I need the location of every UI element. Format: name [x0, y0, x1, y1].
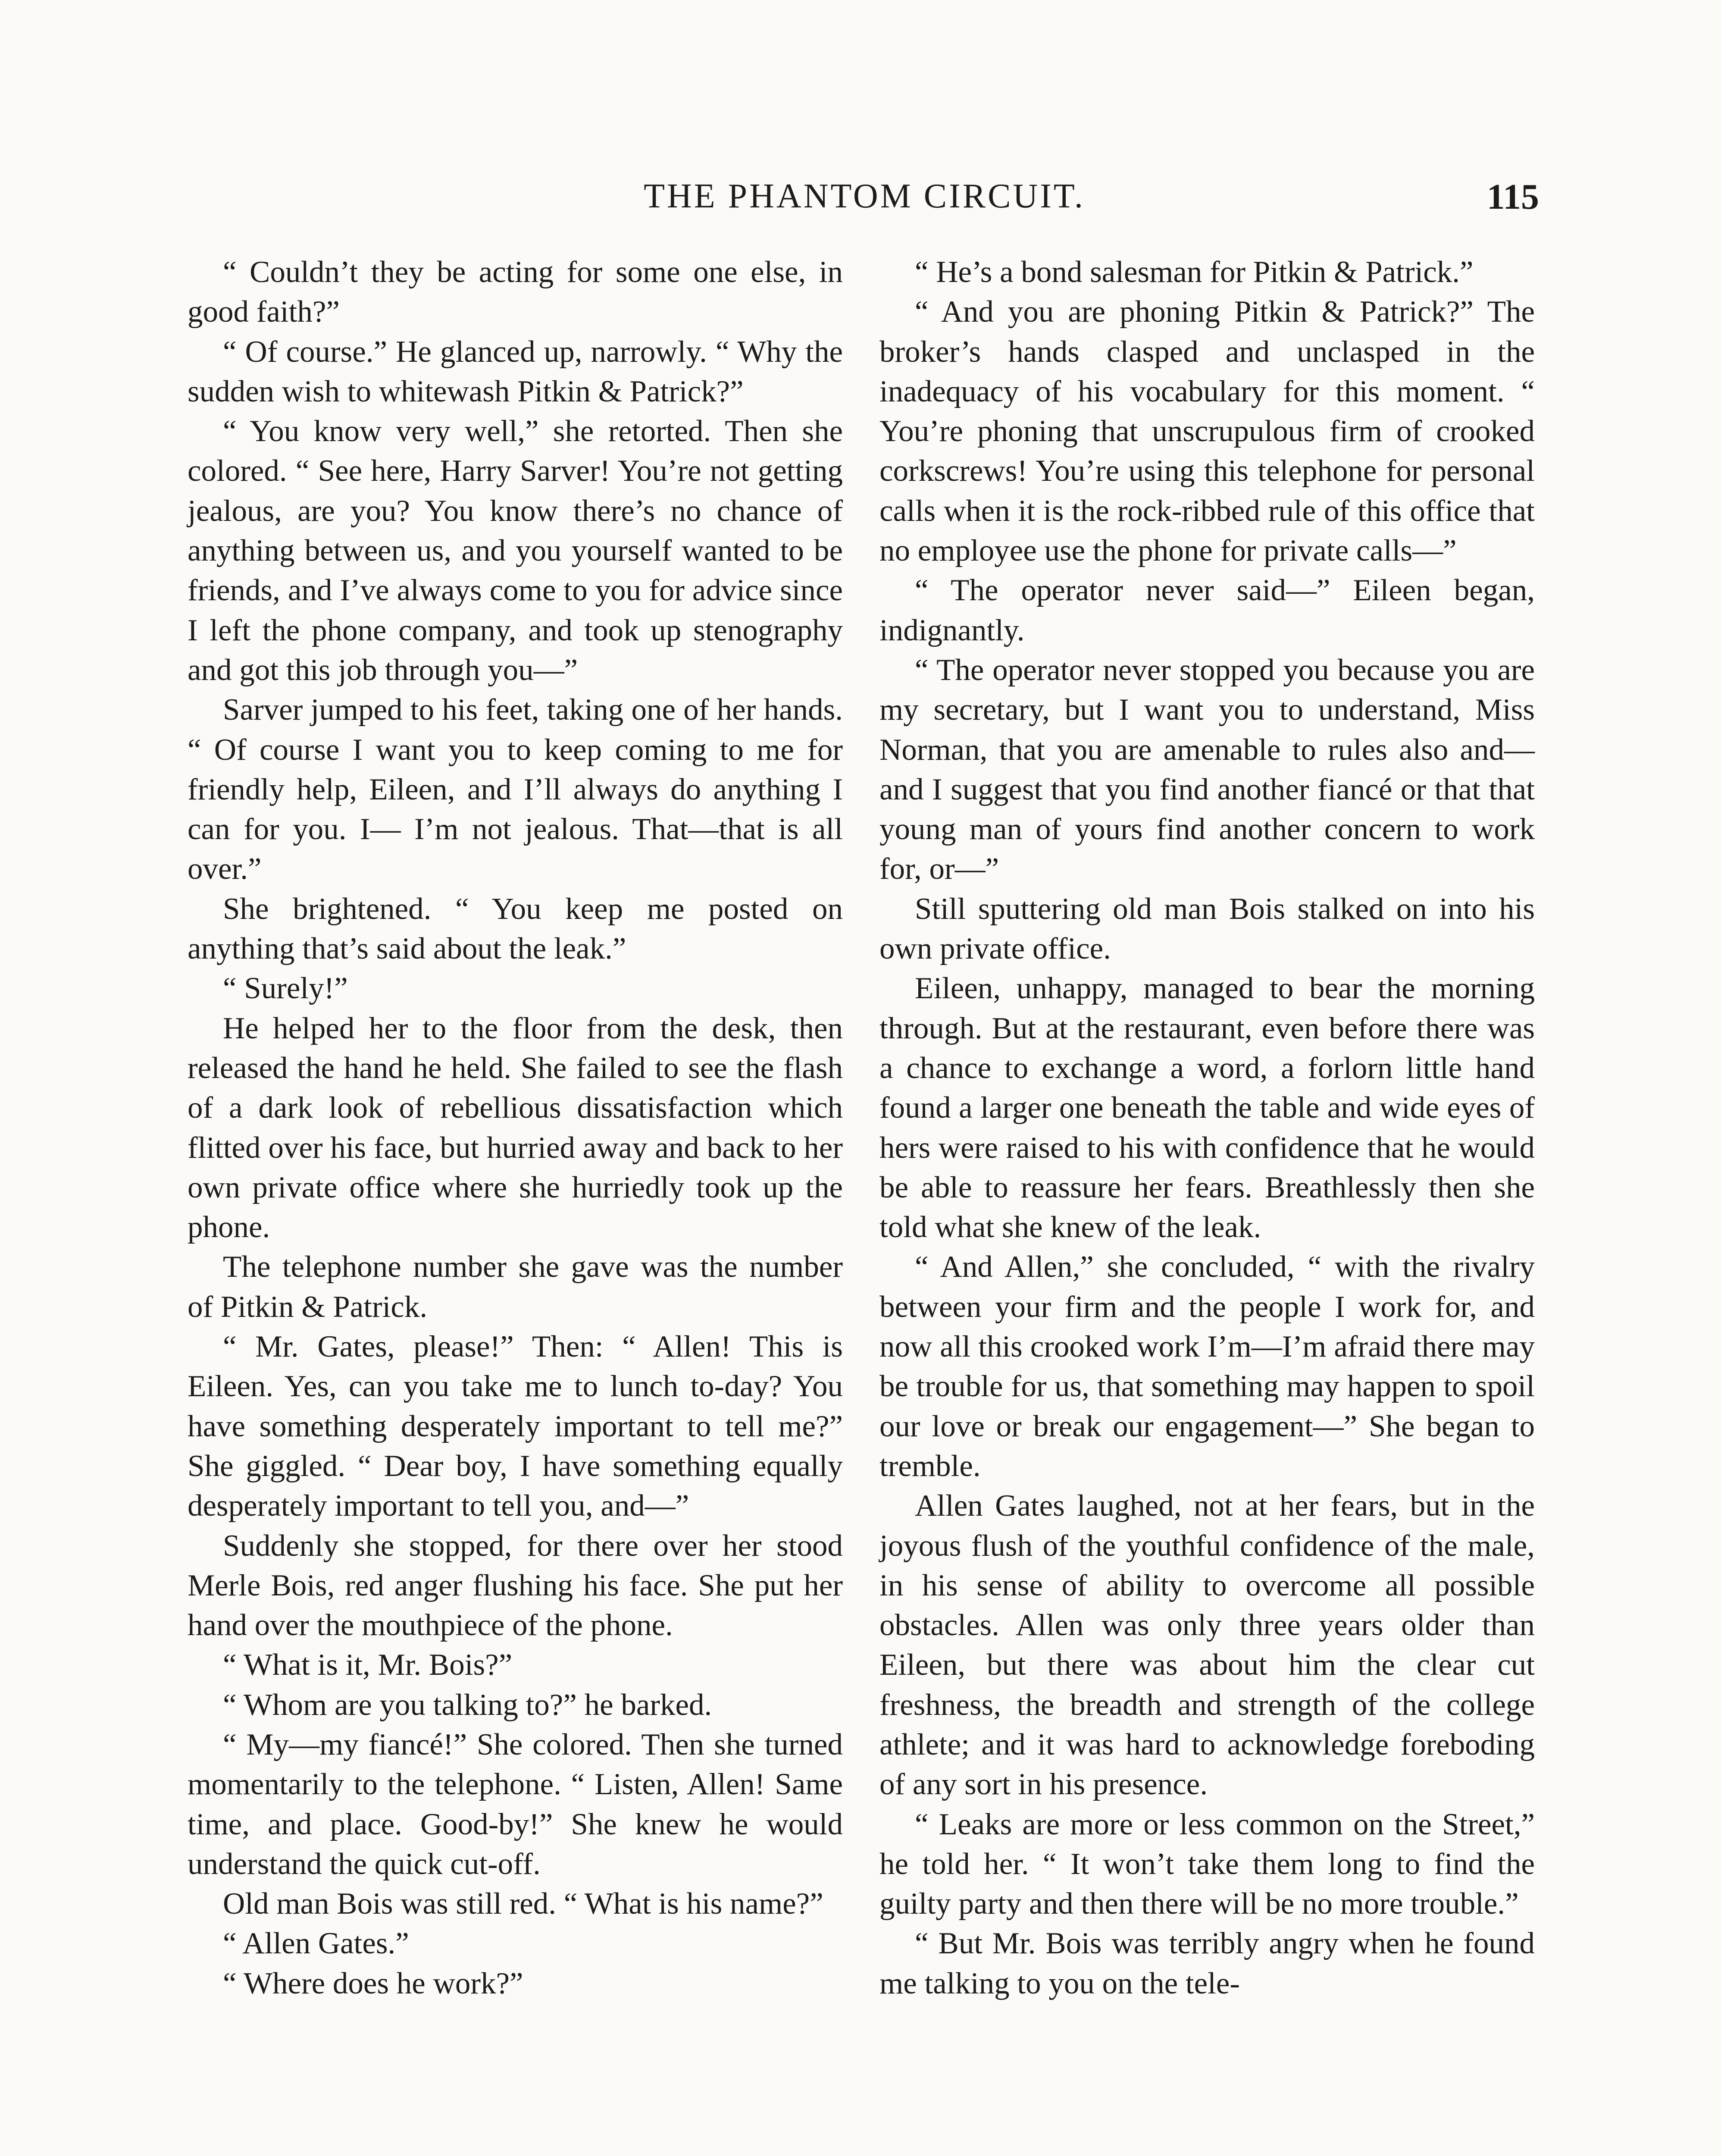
- paragraph: Suddenly she stopped, for there over her stood Merle Bois, red anger flushing his face. She put her hand over the mouthpiece of the phone.: [188, 1529, 843, 1642]
- paragraph: “ Whom are you talking to?” he barked.: [223, 1688, 712, 1722]
- running-title: THE PHANTOM CIRCUIT.: [644, 177, 1085, 215]
- paragraph: “ You know very well,” she retorted. Then she colored. “ See here, Harry Sarver! You’re not getting jealous, are you? You know there’s no chance of anything between us, and you yourself wanted to be friends, and I’ve always come to you for advice since I left the phone company, and took up stenography and got this job through you—”: [188, 414, 843, 687]
- paragraph: “ The operator never stopped you because you are my secretary, but I want you to understand, Miss Norman, that you are amenable to rules also and—and I suggest that you find another fiancé or that that young man of yours find another concern to work for, or—”: [879, 653, 1535, 886]
- paragraph: Sarver jumped to his feet, taking one of her hands. “ Of course I want you to keep coming to me for friendly help, Eileen, and I’ll always do anything I can for you. I— I’m not jealous. That—that is all over.”: [188, 693, 843, 886]
- paragraph: Still sputtering old man Bois stalked on into his own private office.: [879, 892, 1535, 966]
- paragraph: The telephone number she gave was the number of Pitkin & Patrick.: [188, 1250, 843, 1324]
- paragraph: He helped her to the floor from the desk, then released the hand he held. She failed to see the flash of a dark look of rebellious dissatisfaction which flitted over his face, but hurried away and back to her own private office where she hurriedly took up the phone.: [188, 1011, 843, 1244]
- paragraph: “ Leaks are more or less common on the Street,” he told her. “ It won’t take them long to find the guilty party and then there will be no more trouble.”: [879, 1807, 1535, 1921]
- paragraph: “ What is it, Mr. Bois?”: [223, 1648, 513, 1682]
- paragraph: “ The operator never said—” Eileen began, indignantly.: [879, 573, 1535, 647]
- paragraph: “ Of course.” He glanced up, narrowly. “ Why the sudden wish to whitewash Pitkin & Patrick?”: [188, 335, 843, 408]
- page-number: 115: [1486, 177, 1539, 217]
- paragraph: She brightened. “ You keep me posted on anything that’s said about the leak.”: [188, 892, 843, 966]
- paragraph: “ And you are phoning Pitkin & Patrick?” The broker’s hands clasped and unclasped in the inadequacy of his vocabulary for this moment. “ You’re phoning that unscrupulous firm of crooked corkscrews! You’re using this telephone for personal calls when it is the rock-ribbed rule of this office that no employee use the phone for private calls—”: [879, 295, 1535, 568]
- paragraph: Old man Bois was still red. “ What is his name?”: [223, 1887, 823, 1921]
- right-column: [879, 252, 1535, 2003]
- paragraph: “ Mr. Gates, please!” Then: “ Allen! This is Eileen. Yes, can you take me to lunch to-day? You have something desperately important to tell me?” She giggled. “ Dear boy, I have something equally desperately important to tell you, and—”: [188, 1330, 843, 1523]
- paragraph: “ Surely!”: [223, 971, 348, 1006]
- paragraph: “ He’s a bond salesman for Pitkin & Patrick.”: [915, 255, 1474, 289]
- paragraph: “ Allen Gates.”: [223, 1927, 409, 1961]
- page-header: [190, 168, 1539, 233]
- paragraph: “ Couldn’t they be acting for some one else, in good faith?”: [188, 255, 843, 329]
- paragraph: “ And Allen,” she concluded, “ with the rivalry between your firm and the people I work for, and now all this crooked work I’m—I’m afraid there may be trouble for us, that something may happen to spoil our love or break our engagement—” She began to tremble.: [879, 1250, 1535, 1483]
- paragraph: Eileen, unhappy, managed to bear the morning through. But at the restaurant, even before there was a chance to exchange a word, a forlorn little hand found a larger one beneath the table and wide eyes of hers were raised to his with confidence that he would be able to reassure her fears. Breathlessly then she told what she knew of the leak.: [879, 971, 1535, 1244]
- left-column: [188, 252, 843, 2003]
- paragraph: “ My—my fiancé!” She colored. Then she turned momentarily to the telephone. “ Listen, Allen! Same time, and place. Good-by!” She knew he would understand the quick cut-off.: [188, 1727, 843, 1881]
- paragraph: “ Where does he work?”: [223, 1966, 523, 2000]
- paragraph: “ But Mr. Bois was terribly angry when he found me talking to you on the tele-: [879, 1927, 1535, 2000]
- paragraph: Allen Gates laughed, not at her fears, but in the joyous flush of the youthful confidence of the male, in his sense of ability to overcome all possible obstacles. Allen was only three years older than Eileen, but there was about him the clear cut freshness, the breadth and strength of the college athlete; and it was hard to acknowledge foreboding of any sort in his presence.: [879, 1489, 1535, 1802]
